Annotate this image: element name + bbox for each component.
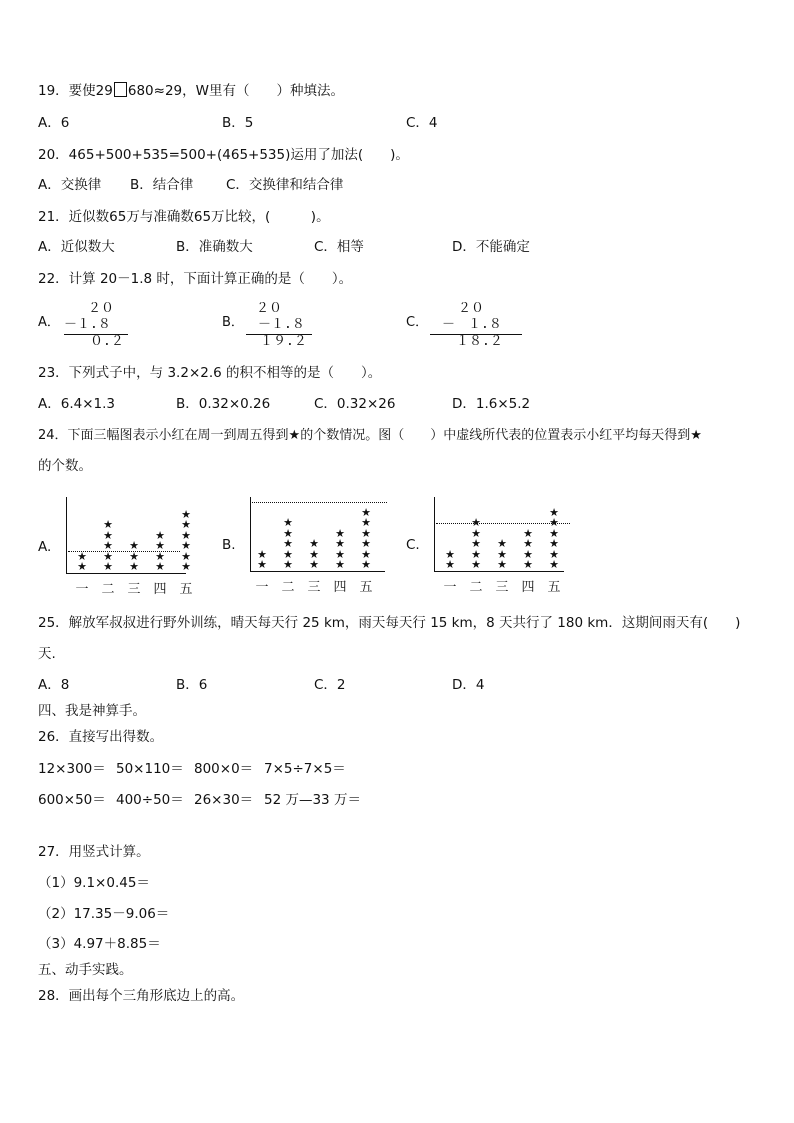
q26-item: 600×50＝ [38,792,106,808]
star-icon: ★ [471,516,481,529]
q27-title: 27．用竖式计算。 [38,844,150,860]
q27-item-1: （1）9.1×0.45＝ [38,875,150,891]
star-icon: ★ [129,560,139,573]
q21-option-b[interactable]: B．准确数大 [176,239,253,255]
star-icon: ★ [181,528,191,542]
q21-option-a[interactable]: A．近似数大 [38,239,115,255]
star-icon: ★ [361,516,371,529]
q20-stem: 20．465+500+535=500+(465+535)运用了加法( )。 [38,147,409,163]
star-icon: ★ [361,558,371,571]
q28-title: 28．画出每个三角形底边上的高。 [38,988,245,1004]
star-icon: ★ [445,558,455,571]
y-axis [434,497,435,571]
q23-option-d[interactable]: D．1.6×5.2 [452,396,531,412]
day-label: 二 [101,582,115,597]
star-icon: ★ [181,539,191,552]
q25-option-d[interactable]: D．4 [452,677,485,693]
star-icon: ★ [309,558,319,571]
star-icon: ★ [103,539,113,552]
q22-stem: 22．计算 20－1.8 时，下面计算正确的是（ ）。 [38,271,353,287]
star-icon: ★ [283,537,293,550]
star-icon: ★ [523,547,533,561]
star-icon: ★ [549,558,559,571]
day-label: 五 [359,580,373,595]
q26-item: 7×5÷7×5＝ [264,761,346,777]
star-icon: ★ [181,507,191,521]
q23-option-b[interactable]: B．0.32×0.26 [176,396,271,412]
q25-option-c[interactable]: C．2 [314,677,346,693]
q26-item: 400÷50＝ [116,792,184,808]
x-axis [250,571,385,572]
day-label: 三 [307,580,321,595]
star-icon: ★ [129,549,139,563]
q26-item: 12×300＝ [38,761,106,777]
day-label: 五 [547,580,561,595]
star-icon: ★ [549,547,559,561]
q21-option-c[interactable]: C．相等 [314,239,364,255]
q24-picture-b[interactable] [222,495,392,595]
q24-stem-line1: 24．下面三幅图表示小红在周一到周五得到★的个数情况。图（ ）中虚线所代表的位置表示小红平均每天得到★ [38,428,702,443]
star-icon: ★ [361,526,371,540]
q19-option-a[interactable]: A．6 [38,115,70,131]
star-icon: ★ [129,539,139,552]
average-dashed-line [436,523,570,524]
day-label: 一 [255,580,269,595]
star-icon: ★ [155,549,165,563]
star-icon: ★ [471,526,481,540]
star-icon: ★ [181,518,191,531]
picture-label: B. [222,537,236,553]
star-icon: ★ [257,558,267,571]
star-icon: ★ [523,537,533,550]
star-icon: ★ [549,505,559,519]
star-icon: ★ [445,547,455,561]
q26-item: 50×110＝ [116,761,184,777]
star-icon: ★ [361,547,371,561]
star-icon: ★ [471,537,481,550]
star-icon: ★ [77,560,87,573]
q26-item: 26×30＝ [194,792,254,808]
star-icon: ★ [283,547,293,561]
star-icon: ★ [523,558,533,571]
section-4-heading: 四、我是神算手。 [38,703,146,719]
star-icon: ★ [257,547,267,561]
q21-option-d[interactable]: D．不能确定 [452,239,530,255]
q20-option-a[interactable]: A．交换律 [38,177,102,193]
blank-box [114,82,127,97]
q25-stem-line2: 天. [38,646,56,662]
star-icon: ★ [335,526,345,540]
star-icon: ★ [335,558,345,571]
day-label: 一 [443,580,457,595]
star-icon: ★ [103,518,113,531]
star-icon: ★ [155,539,165,552]
star-icon: ★ [471,547,481,561]
day-label: 四 [333,580,347,595]
star-icon: ★ [309,537,319,550]
q23-option-a[interactable]: A．6.4×1.3 [38,396,115,412]
star-icon: ★ [155,560,165,573]
x-axis [434,571,564,572]
q27-item-3: （3）4.97＋8.85＝ [38,936,161,952]
star-icon: ★ [549,516,559,529]
picture-label: C. [406,537,420,553]
star-icon: ★ [361,537,371,550]
y-axis [250,497,251,571]
star-icon: ★ [103,549,113,563]
day-label: 三 [127,582,141,597]
x-axis [66,573,186,574]
q26-item: 800×0＝ [194,761,254,777]
q24-picture-a[interactable] [38,495,198,595]
day-label: 四 [153,582,167,597]
star-icon: ★ [103,560,113,573]
q20-option-b[interactable]: B．结合律 [130,177,194,193]
q19-option-b[interactable]: B．5 [222,115,254,131]
star-icon: ★ [283,526,293,540]
star-icon: ★ [181,560,191,573]
star-icon: ★ [549,526,559,540]
star-icon: ★ [103,528,113,542]
star-icon: ★ [497,547,507,561]
day-label: 五 [179,582,193,597]
star-icon: ★ [283,516,293,529]
star-icon: ★ [335,547,345,561]
q24-stem-line2: 的个数。 [38,458,92,474]
star-icon: ★ [283,558,293,571]
q19-option-c[interactable]: C．4 [406,115,438,131]
q20-option-c[interactable]: C．交换律和结合律 [226,177,344,193]
day-label: 二 [281,580,295,595]
star-icon: ★ [361,505,371,519]
day-label: 二 [469,580,483,595]
q23-option-c[interactable]: C．0.32×26 [314,396,396,412]
q19-stem: 19．要使29 680≈29，W里有（ ）种填法。 [38,83,344,99]
q25-stem-line1: 25．解放军叔叔进行野外训练，晴天每天行 25 km，雨天每天行 15 km，8 天共行了 180 km．这期间雨天有( ) [38,615,741,631]
q26-title: 26．直接写出得数。 [38,729,164,745]
average-dashed-line [68,551,180,552]
q27-item-2: （2）17.35－9.06＝ [38,906,170,922]
day-label: 三 [495,580,509,595]
star-icon: ★ [497,537,507,550]
q22-option-b[interactable]: B． ２０ －１.８ １９.２ [222,300,332,350]
y-axis [66,497,67,573]
star-icon: ★ [77,549,87,563]
star-icon: ★ [471,558,481,571]
star-icon: ★ [549,537,559,550]
star-icon: ★ [497,558,507,571]
q26-item: 52 万—33 万＝ [264,792,361,808]
star-icon: ★ [523,526,533,540]
day-label: 一 [75,582,89,597]
q25-option-b[interactable]: B．6 [176,677,208,693]
star-icon: ★ [155,528,165,542]
star-icon: ★ [309,547,319,561]
q22-option-a[interactable]: A． ２０ －１.８ ０.２ [38,300,148,350]
q25-option-a[interactable]: A．8 [38,677,70,693]
q22-option-c[interactable]: C． ２０ － １.８ １８.２ [406,300,526,350]
q24-picture-c[interactable] [406,495,576,595]
picture-label: A. [38,539,52,555]
star-icon: ★ [181,549,191,563]
q23-stem: 23．下列式子中，与 3.2×2.6 的积不相等的是（ ）。 [38,365,382,381]
q21-stem: 21．近似数65万与准确数65万比较，( )。 [38,209,330,225]
star-icon: ★ [335,537,345,550]
section-5-heading: 五、动手实践。 [38,962,133,978]
average-dashed-line [252,502,387,503]
day-label: 四 [521,580,535,595]
